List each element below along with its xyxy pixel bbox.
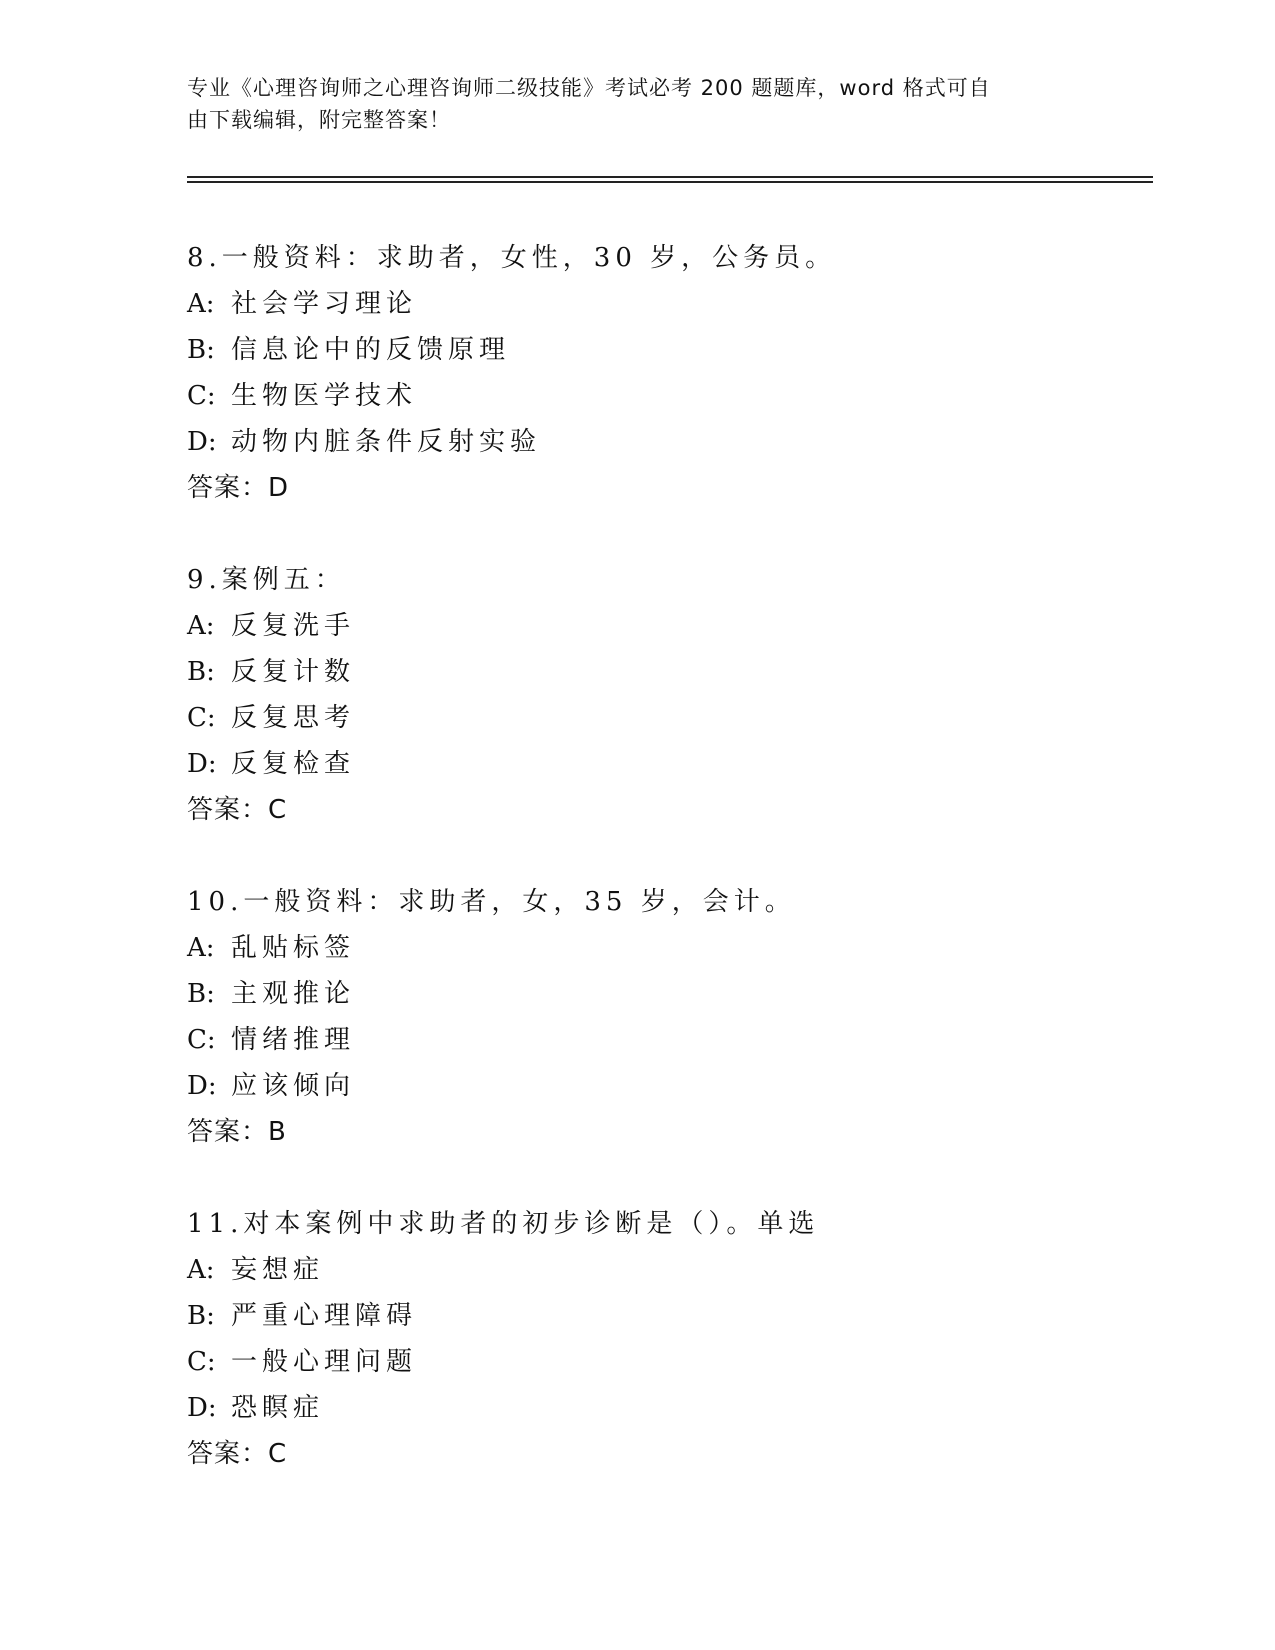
option-b: [187, 327, 1137, 373]
option-text: 生物医学技术: [231, 381, 418, 411]
option-text: 严重心理障碍: [231, 1301, 418, 1331]
option-letter: A:: [187, 933, 215, 963]
option-text: 反复检查: [231, 749, 356, 779]
question-block-10: [187, 879, 1137, 1155]
option-text: 社会学习理论: [231, 289, 418, 319]
option-c: [187, 1339, 1137, 1385]
option-letter: C:: [187, 703, 216, 733]
document-header: [187, 72, 1087, 136]
header-line-2: 由下载编辑，附完整答案！: [187, 108, 451, 132]
option-text: 一般心理问题: [231, 1347, 418, 1377]
option-text: 信息论中的反馈原理: [231, 335, 511, 365]
option-a: [187, 1247, 1137, 1293]
option-text: 乱贴标签: [231, 933, 356, 963]
answer-line: 答案：B: [187, 1117, 287, 1147]
question-block-11: [187, 1201, 1137, 1477]
option-letter: A:: [187, 1255, 215, 1285]
option-letter: B:: [187, 657, 215, 687]
option-letter: C:: [187, 1347, 216, 1377]
option-text: 恐瞑症: [231, 1393, 325, 1423]
option-text: 情绪推理: [231, 1025, 356, 1055]
option-letter: D:: [187, 749, 217, 779]
option-letter: D:: [187, 1393, 217, 1423]
header-divider-top: [187, 176, 1153, 178]
question-block-9: [187, 557, 1137, 833]
option-letter: C:: [187, 1025, 216, 1055]
option-letter: B:: [187, 979, 215, 1009]
option-text: 反复计数: [231, 657, 356, 687]
answer-line: 答案：C: [187, 795, 288, 825]
option-text: 主观推论: [231, 979, 356, 1009]
option-b: [187, 1293, 1137, 1339]
answer-line: 答案：C: [187, 1439, 288, 1469]
option-b: [187, 971, 1137, 1017]
option-c: [187, 1017, 1137, 1063]
option-text: 反复洗手: [231, 611, 356, 641]
option-text: 反复思考: [231, 703, 356, 733]
question-stem: 8.一般资料：求助者，女性，30 岁，公务员。: [187, 243, 837, 273]
option-letter: B:: [187, 1301, 215, 1331]
option-a: [187, 603, 1137, 649]
option-letter: A:: [187, 611, 215, 641]
answer-line: 答案：D: [187, 473, 290, 503]
question-stem: 9.案例五：: [187, 565, 346, 595]
option-c: [187, 695, 1137, 741]
option-d: [187, 1063, 1137, 1109]
option-a: [187, 281, 1137, 327]
option-letter: A:: [187, 289, 215, 319]
header-line-1: 专业《心理咨询师之心理咨询师二级技能》考试必考 200 题题库，word 格式可自: [187, 76, 991, 100]
option-text: 妄想症: [231, 1255, 325, 1285]
option-b: [187, 649, 1137, 695]
option-text: 动物内脏条件反射实验: [231, 427, 542, 457]
option-letter: C:: [187, 381, 216, 411]
option-d: [187, 419, 1137, 465]
option-a: [187, 925, 1137, 971]
question-block-8: [187, 235, 1137, 511]
option-letter: D:: [187, 1071, 217, 1101]
question-stem: 11.对本案例中求助者的初步诊断是（）。单选: [187, 1209, 820, 1239]
question-stem: 10.一般资料：求助者，女，35 岁，会计。: [187, 887, 796, 917]
option-c: [187, 373, 1137, 419]
option-letter: D:: [187, 427, 217, 457]
option-letter: B:: [187, 335, 215, 365]
option-d: [187, 741, 1137, 787]
option-text: 应该倾向: [231, 1071, 356, 1101]
option-d: [187, 1385, 1137, 1431]
header-divider-bottom: [187, 181, 1153, 183]
